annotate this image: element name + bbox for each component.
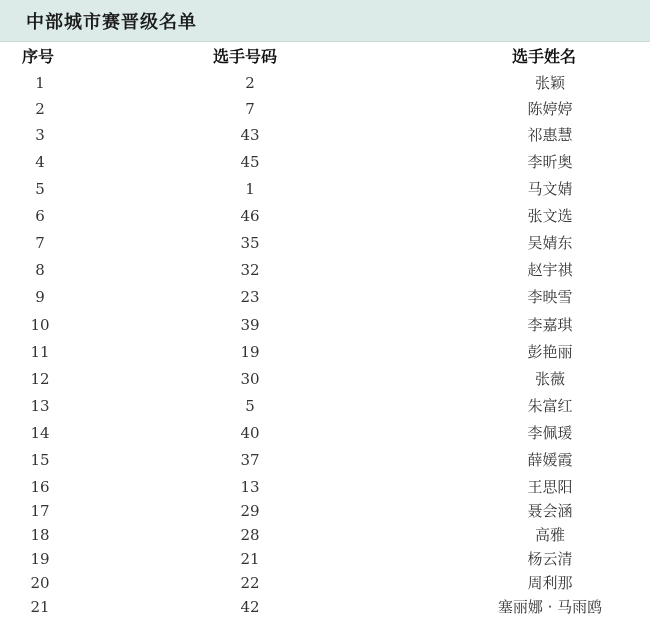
cell-number: 7 bbox=[245, 100, 255, 118]
table-row bbox=[0, 71, 650, 95]
table-row bbox=[0, 258, 650, 282]
page-title: 中部城市赛晋级名单 bbox=[26, 12, 197, 33]
table-row bbox=[0, 499, 650, 523]
table-row bbox=[0, 448, 650, 472]
cell-name: 赵宇祺 bbox=[527, 261, 573, 279]
table-row bbox=[0, 204, 650, 228]
cell-seq: 1 bbox=[35, 74, 45, 92]
table-row bbox=[0, 285, 650, 309]
cell-name: 祁惠慧 bbox=[527, 126, 573, 144]
header-number: 选手号码 bbox=[213, 47, 278, 66]
cell-name: 张文选 bbox=[527, 207, 573, 225]
cell-number: 32 bbox=[240, 261, 260, 279]
cell-seq: 4 bbox=[35, 153, 45, 171]
cell-number: 46 bbox=[240, 207, 260, 225]
cell-seq: 3 bbox=[35, 126, 45, 144]
cell-seq: 14 bbox=[30, 424, 50, 442]
cell-number: 40 bbox=[240, 424, 260, 442]
cell-name: 李佩瑗 bbox=[527, 424, 573, 442]
cell-seq: 10 bbox=[30, 316, 50, 334]
cell-name: 陈婷婷 bbox=[527, 100, 573, 118]
cell-number: 29 bbox=[240, 502, 260, 520]
cell-number: 19 bbox=[240, 343, 260, 361]
cell-number: 1 bbox=[245, 180, 255, 198]
table-header bbox=[0, 44, 650, 70]
header-seq: 序号 bbox=[22, 47, 55, 66]
table-row bbox=[0, 177, 650, 201]
cell-seq: 15 bbox=[30, 451, 50, 469]
table-row bbox=[0, 150, 650, 174]
cell-number: 45 bbox=[240, 153, 260, 171]
cell-number: 42 bbox=[240, 598, 260, 616]
table-row bbox=[0, 571, 650, 595]
cell-name: 张薇 bbox=[534, 370, 565, 388]
table-row bbox=[0, 313, 650, 337]
cell-name: 李嘉琪 bbox=[527, 316, 573, 334]
cell-name: 周利那 bbox=[527, 574, 573, 592]
table-row bbox=[0, 340, 650, 364]
cell-seq: 11 bbox=[30, 343, 50, 361]
table-row bbox=[0, 595, 650, 619]
table-row bbox=[0, 475, 650, 499]
cell-number: 22 bbox=[240, 574, 260, 592]
table-row bbox=[0, 523, 650, 547]
cell-number: 2 bbox=[245, 74, 255, 92]
cell-seq: 12 bbox=[30, 370, 50, 388]
cell-name: 塞丽娜 · 马雨鸥 bbox=[497, 598, 603, 616]
table-row bbox=[0, 547, 650, 571]
cell-name: 李昕奥 bbox=[527, 153, 573, 171]
cell-seq: 18 bbox=[30, 526, 50, 544]
cell-name: 杨云清 bbox=[527, 550, 573, 568]
cell-name: 李映雪 bbox=[527, 288, 573, 306]
cell-name: 王思阳 bbox=[527, 478, 573, 496]
cell-seq: 2 bbox=[35, 100, 45, 118]
cell-name: 张颖 bbox=[534, 74, 565, 92]
cell-name: 彭艳丽 bbox=[527, 343, 573, 361]
cell-number: 5 bbox=[245, 397, 255, 415]
cell-number: 39 bbox=[240, 316, 260, 334]
header-name: 选手姓名 bbox=[512, 47, 577, 66]
cell-number: 13 bbox=[240, 478, 260, 496]
cell-number: 30 bbox=[240, 370, 260, 388]
cell-name: 高雅 bbox=[534, 526, 565, 544]
cell-name: 聂会涵 bbox=[527, 502, 573, 520]
cell-seq: 7 bbox=[35, 234, 45, 252]
cell-name: 吴婧东 bbox=[527, 234, 573, 252]
table-row bbox=[0, 97, 650, 121]
table-row bbox=[0, 231, 650, 255]
cell-name: 朱富红 bbox=[527, 397, 573, 415]
cell-seq: 9 bbox=[35, 288, 45, 306]
cell-seq: 16 bbox=[30, 478, 50, 496]
cell-seq: 19 bbox=[30, 550, 50, 568]
cell-number: 43 bbox=[240, 126, 260, 144]
cell-seq: 6 bbox=[35, 207, 45, 225]
cell-seq: 17 bbox=[30, 502, 50, 520]
cell-seq: 20 bbox=[30, 574, 50, 592]
cell-seq: 5 bbox=[35, 180, 45, 198]
cell-name: 马文婧 bbox=[527, 180, 573, 198]
table-row bbox=[0, 421, 650, 445]
cell-number: 35 bbox=[240, 234, 260, 252]
cell-number: 21 bbox=[240, 550, 260, 568]
cell-number: 37 bbox=[240, 451, 260, 469]
cell-seq: 21 bbox=[30, 598, 50, 616]
cell-seq: 13 bbox=[30, 397, 50, 415]
cell-seq: 8 bbox=[35, 261, 45, 279]
table-row bbox=[0, 367, 650, 391]
title-bar bbox=[0, 0, 650, 42]
table-row bbox=[0, 394, 650, 418]
cell-number: 23 bbox=[240, 288, 260, 306]
table-row bbox=[0, 123, 650, 147]
cell-number: 28 bbox=[240, 526, 260, 544]
cell-name: 薛媛霞 bbox=[527, 451, 573, 469]
